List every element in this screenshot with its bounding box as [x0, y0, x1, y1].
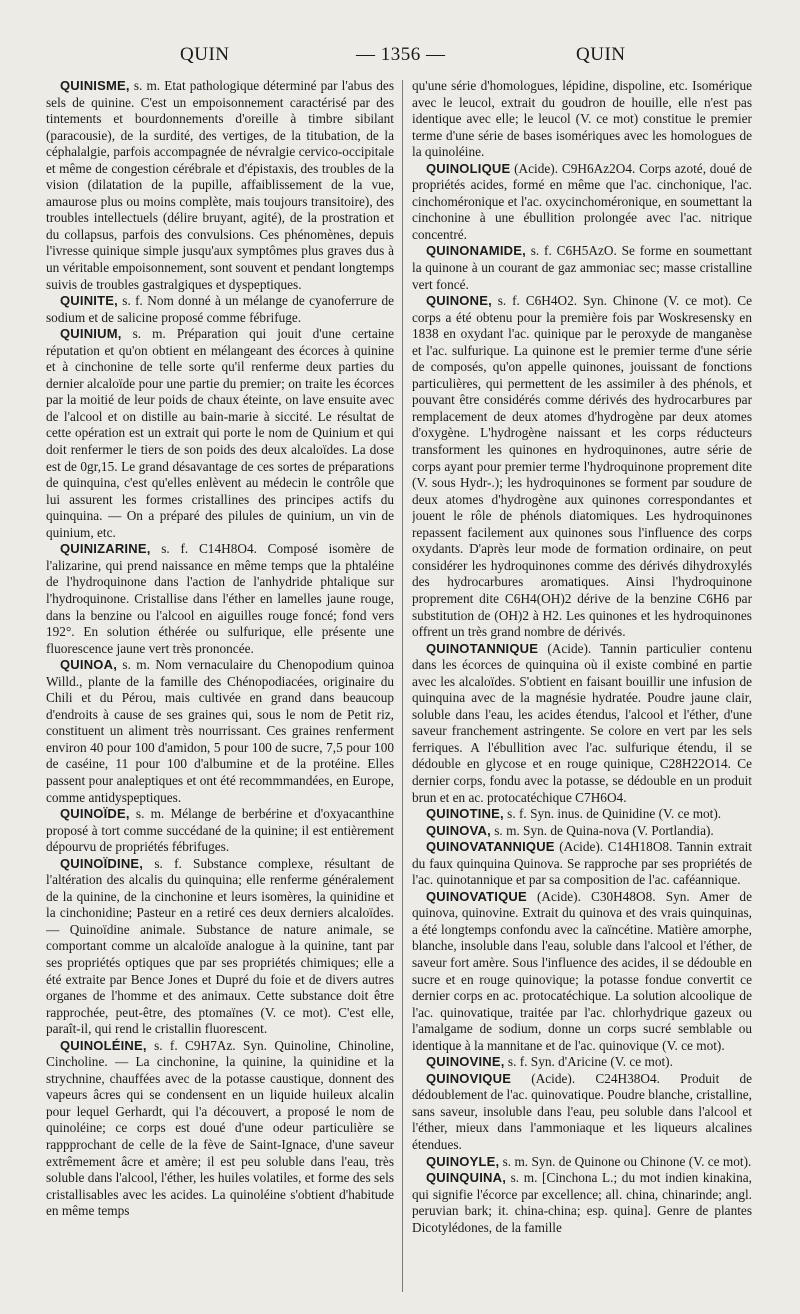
- entry-text: s. m. Syn. de Quinone ou Chinone (V. ce mot).: [499, 1153, 752, 1169]
- entry-text: s. m. [Cinchona L.; du mot indien kinakina, qui signifie l'écorce par excellence; all. china, chinarinde; angl. peruvian bark; it. china-china; esp. quina]. Genre de plantes Dicotylédones, de la famille: [412, 1170, 752, 1235]
- entry-text: qu'une série d'homologues, lépidine, dispoline, etc. Isomérique avec le leucol, extrait du goudron de houille, elle n'est pas identique avec elle; le leucol (V. ce mot) constitue le premier terme d'une série de bases isomériques avec les homologues de la quinoléine.: [412, 78, 752, 160]
- entry-text: s. f. Substance complexe, résultant de l'altération des alcalis du quinquina; elle renferme généralement de la quinine, de la cinchonine et leurs isomères, la quinidine et la cinchonidine; Pasteur en a retiré ces deux derniers alcaloïdes. — Quinoïdine animale. Substance de nature animale, se comportant comme un alcaloïde analogue à la quinine, tant par ses propriétés optiques que par ses propriétés chimiques; elle a été extraite par Bence Jones et Dupré du foie et de divers autres organes de l'homme et des animaux. Cette substance doit être rapprochée, peut-être, des ptomaïnes (V. ce mot). C'est elle, paraît-il, qui rend le cristallin fluorescent.: [46, 855, 394, 1037]
- dictionary-entry: [46, 1038, 394, 1220]
- entry-text: s. f. C9H7Az. Syn. Quinoline, Chinoline, Cincholine. — La cinchonine, la quinine, la quinidine et la strychnine, chauffées avec de la potasse caustique, donnent des vapeurs âcres qui se condensent en un liquide huileux alcalin pour lequel Gerhardt, qui l'a découvert, a proposé le nom de quinoléine; ce corps est doué d'une odeur particulière se rappprochant de celle de la fève de Saint-Ignace, d'une saveur extrêmement âcre et amère; il est peu soluble dans l'eau, très soluble dans l'alcool, l'éther, les huiles volatiles, et forme des sels cristallisables avec les acides. La quinoléine s'obtient d'habitude en même temps: [46, 1037, 394, 1219]
- running-head-right: QUIN: [576, 44, 626, 65]
- entry-text: s. f. C14H8O4. Composé isomère de l'alizarine, qui prend naissance en même temps que la phtaléine de l'hydroquinone dans l'action de l'anhydride phtalique sur l'hydroquinone. Cristallise dans l'éther en lamelles jaune rouge, dans la benzine ou l'alcool en aiguilles rouge foncé; fond vers 192°. En solution éthérée ou sulfurique, elle présente une fluorescence jaune vert très prononcée.: [46, 541, 394, 656]
- dictionary-entry: [46, 657, 394, 806]
- entry-headword: QUINOVIQUE: [426, 1070, 512, 1086]
- entry-text: s. f. Syn. inus. de Quinidine (V. ce mot).: [503, 806, 722, 822]
- dictionary-entry: [412, 839, 752, 889]
- entry-text: s. f. Nom donné à un mélange de cyanoferrure de sodium et de salicine proposé comme fébrifuge.: [46, 293, 394, 325]
- dictionary-entry: [46, 806, 394, 856]
- running-head-left: QUIN: [180, 44, 230, 65]
- entry-headword: QUINOÏDINE,: [60, 855, 144, 871]
- dictionary-entry: [46, 326, 394, 541]
- dictionary-entry: [412, 78, 752, 161]
- entry-headword: QUINOÏDE,: [60, 806, 130, 822]
- entry-headword: QUINOLIQUE: [426, 160, 511, 176]
- column-divider: [402, 80, 403, 1292]
- entry-text: (Acide). Tannin particulier contenu dans les écorces de quinquina où il existe combiné en partie avec les alcaloïdes. S'obtient en faisant bouillir une infusion de quinquina avec de la magnésie hydratée. Poudre jaune clair, soluble dans l'eau, les acides étendus, l'alcool et l'éther, d'une saveur franchement astringente. Se colore en vert par les sels ferriques. A l'ébullition avec l'ac. sulfurique étendu, il se dédouble en glycose et en rouge quinique, C28H22O14. Ce dernier corps, fondu avec la potasse, se dédouble en un produit brun et en ac. protocatéchique C7H6O4.: [412, 640, 752, 805]
- dictionary-entry: [46, 78, 394, 293]
- dictionary-entry: [412, 293, 752, 640]
- right-column: [412, 78, 752, 1300]
- entry-text: s. f. Syn. d'Aricine (V. ce mot).: [504, 1054, 673, 1070]
- entry-headword: QUINOVA,: [426, 822, 491, 838]
- entry-headword: QUINITE,: [60, 293, 118, 309]
- dictionary-entry: [46, 293, 394, 326]
- entry-headword: QUINOTINE,: [426, 806, 504, 822]
- dictionary-entry: [46, 541, 394, 657]
- dictionary-entry: [412, 243, 752, 293]
- entry-text: s. f. C6H5AzO. Se forme en soumettant la quinone à un courant de gaz ammoniac sec; masse cristalline vert foncé.: [412, 243, 752, 292]
- entry-text: s. m. Mélange de berbérine et d'oxyacanthine proposé à tort comme succédané de la quinine; il est entièrement dépourvu de propriétés fébrifuges.: [46, 806, 394, 855]
- entry-headword: QUINOVATANNIQUE: [426, 839, 555, 855]
- entry-headword: QUINIZARINE,: [60, 541, 151, 557]
- entry-headword: QUINOVATIQUE: [426, 888, 527, 904]
- page-number: — 1356 —: [356, 44, 446, 65]
- entry-headword: QUINOA,: [60, 657, 118, 673]
- entry-text: s. f. C6H4O2. Syn. Chinone (V. ce mot). Ce corps a été obtenu pour la première fois par Woskresensky en 1838 en oxydant l'ac. quinique par le peroxyde de manganèse et l'ac. sulfurique. La quinone est le premier terme d'une série de composés, qu'on appelle quinones, jouissant de fonctions particulières, qui permettent de les assimiler à des phénols, et pouvant être considérés comme dérivés des hydrocarbures par remplacement de deux atomes d'hydrogène par deux atomes d'oxygène. L'hydrogène naissant et les corps réducteurs transforment les quinones en hydroquinones, autre série de corps ayant pour premier terme l'hydroquinone proprement dite (V. sous Hydr-.); les hydroquinones se forment par soudure de deux atomes d'hydrogène aux quinones correspondantes et jouent le rôle de phénols diatomiques. Les hydroquinones repassent facilement aux quinones sous l'influence des corps oxydants. D'après leur mode de formation ordinaire, on peut considérer les hydroquinones comme des dérivés dihydroxylés des hydrocarbures aromatiques. Ainsi l'hydroquinone proprement dite C6H4(OH)2 dérive de la benzine C6H6 par substitution de (OH)2 à H2. Les quinones et les hydroquinones offrent un très grand nombre de dérivés.: [412, 293, 752, 640]
- entry-headword: QUINIUM,: [60, 326, 122, 342]
- entry-text: s. m. Préparation qui jouit d'une certaine réputation et qu'on obtient en mélangeant des écorces à quinine et à cinchonine de telle sorte qu'il renferme deux parties du dernier alcaloïde pour une partie du premier; on traite les écorces par la moitié de leur poids de chaux éteinte, on lave ensuite avec de l'alcool et on distille au bain-marie à siccité. Le résultat de cette opération est un extrait qui porte le nom de Quinium et qui doit renfermer le tiers de son poids des deux alcaloïdes. La dose est de 0gr,15. Le grand désavantage de ces sortes de préparations de quinquina, c'est qu'elles enlèvent au médecin le contrôle que lui assurent les formes cristallines des principes actifs du quinquina. — On a préparé des pilules de quinium, un vin de quinium, etc.: [46, 326, 394, 540]
- entry-headword: QUINONAMIDE,: [426, 243, 526, 259]
- entry-text: s. m. Syn. de Quina-nova (V. Portlandia).: [490, 822, 714, 838]
- entry-headword: QUINOYLE,: [426, 1153, 500, 1169]
- entry-headword: QUINISME,: [60, 78, 130, 93]
- dictionary-entry: [412, 161, 752, 244]
- running-head: [0, 44, 800, 72]
- entry-text: (Acide). C14H18O8. Tannin extrait du faux quinquina Quinova. Se rapproche par ses propriétés de l'ac. quinotannique et par sa composition de l'ac. caféannique.: [412, 839, 752, 888]
- entry-headword: QUINONE,: [426, 293, 492, 309]
- left-column: [46, 78, 394, 1300]
- dictionary-entry: [412, 1054, 752, 1071]
- entry-headword: QUINQUINA,: [426, 1170, 506, 1186]
- entry-text: s. m. Nom vernaculaire du Chenopodium quinoa Willd., plante de la famille des Chénopodiacées, originaire du Chili et du Pérou, mais cultivée en grand dans beaucoup d'endroits à cause de ses graines qui, sous le nom de Petit riz, constituent un aliment très nourrissant. Ces graines renferment environ 40 pour 100 d'amidon, 5 pour 100 de sucre, 7,5 pour 100 de caséine, 11 pour 100 d'albumine et de la protéine. Elles passent pour analeptiques et ont été recommmandées, en Europe, comme antidyspeptiques.: [46, 657, 394, 805]
- dictionary-entry: [412, 889, 752, 1054]
- dictionary-entry: [412, 641, 752, 806]
- entry-text: (Acide). C9H6Az2O4. Corps azoté, doué de propriétés acides, formé en même que l'ac. cinchonique, l'ac. cinchoméronique et l'ac. oxycinchoméronique, en soumettant la cinchonine à une ébullition prolongée avec l'ac. nitrique concentré.: [412, 160, 752, 242]
- dictionary-entry: [412, 1154, 752, 1171]
- entry-headword: QUINOVINE,: [426, 1054, 505, 1070]
- dictionary-entry: [412, 1071, 752, 1154]
- dictionary-entry: [412, 806, 752, 823]
- entry-headword: QUINOLÉINE,: [60, 1037, 147, 1053]
- entry-text: s. m. Etat pathologique déterminé par l'abus des sels de quinine. C'est un empoisonnement caractérisé par des tintements et bourdonnements d'oreille à timbre sibilant (paracousie), de la surdité, des vertiges, de la titubation, de la céphalalgie, parfois accompagnée de névralgie cervico-occipitale et même de congestion cérébrale et d'épistaxis, des troubles de la vision (dilatation de la pupille, affaiblissement de la vue, amaurose plus ou moins complète, mais toujours transitoire), des troubles intellectuels (délire bruyant, agité), de la prostration et du collapsus, parfois des convulsions. Ces phénomènes, depuis l'ivresse quinique simple jusqu'aux symptômes plus graves dus à un véritable empoisonnement, sont souvent et pendant longtemps suivis de troubles gastralgiques et dyspeptiques.: [46, 78, 394, 292]
- dictionary-entry: [412, 823, 752, 840]
- entry-headword: QUINOTANNIQUE: [426, 640, 539, 656]
- dictionary-entry: [412, 1170, 752, 1236]
- entry-text: (Acide). C24H38O4. Produit de dédoublement de l'ac. quinovatique. Poudre blanche, cristalline, sans saveur, insoluble dans l'eau, peu soluble dans l'alcool et l'éther, mieux dans l'ammoniaque et les liqueurs alcalines étendues.: [412, 1070, 752, 1152]
- entry-text: (Acide). C30H48O8. Syn. Amer de quinova, quinovine. Extrait du quinova et des vrais quinquinas, a été longtemps confondu avec la caïncétine. Matière amorphe, blanche, insoluble dans l'eau, soluble dans l'alcool et l'éther, de saveur fort amère. Sous l'influence des acides, il se dédouble en sucre et en rouge quinovique; la potasse fondue convertit ce dernier corps en ac. protocatéchique. La solution alcoolique de l'ac. quinovatique, traitée par l'ac. chlorhydrique gazeux ou l'amalgame de sodium, donne un corps sucré semblable ou identique à la mannitane et de l'ac. quinovique (V. ce mot).: [412, 888, 752, 1053]
- dictionary-entry: [46, 856, 394, 1038]
